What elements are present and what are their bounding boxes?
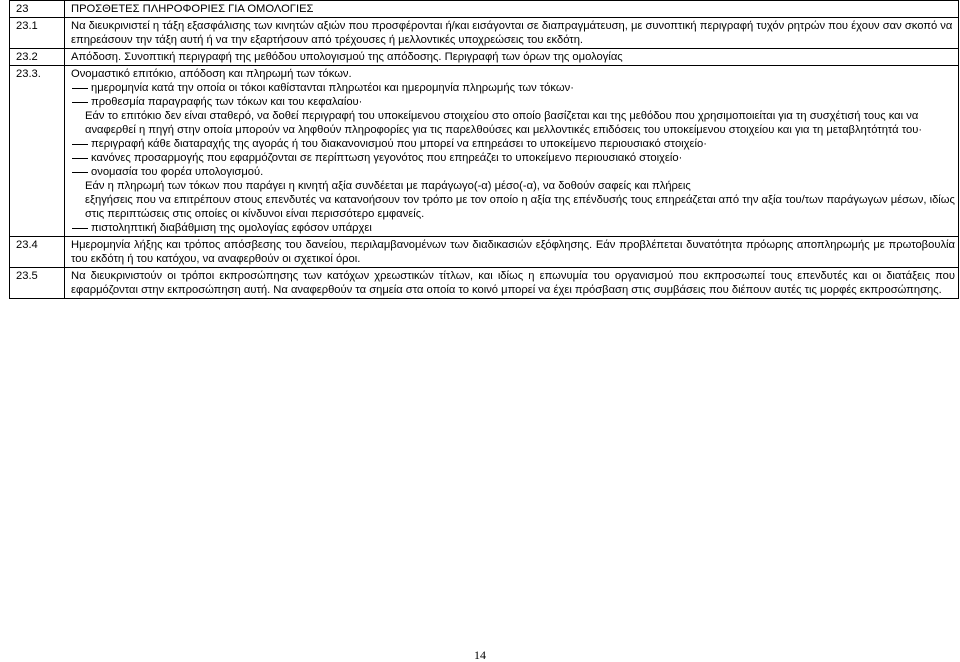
section-number: 23 [10,1,65,18]
document-table [9,0,959,299]
section-number: 23.1 [10,18,65,49]
section-body-23-3 [65,66,959,237]
table-row [10,66,959,237]
section-text: Ονομαστικό επιτόκιο, απόδοση και πληρωμή των τόκων. [71,68,352,80]
section-number: 23.4 [10,237,65,268]
page-number: 14 [474,648,486,662]
list-item: ονομασία του φορέα υπολογισμού. [71,165,955,179]
section-number: 23.3. [10,66,65,237]
table-row [10,268,959,299]
section-text: Να διευκρινιστούν οι τρόποι εκπροσώπησης των κατόχων χρεωστικών τίτλων, και ιδίως η επωνυμία του οργανισμού που εκπροσωπεί τους επενδυτές και οι διατάξεις που εφαρμόζονται στην εκπροσώπηση αυτή. Να αναφερθούν τα σημεία στα οποία το κοινό μπορεί να έχει πρόσβαση στις συμβάσεις που διέπουν αυτές τις μορφές εκπροσώπησης. [65,268,959,299]
table-row [10,49,959,66]
section-number: 23.2 [10,49,65,66]
section-text: Να διευκρινιστεί η τάξη εξασφάλισης των κινητών αξιών που προσφέρονται ή/και εισάγονται σε διαπραγμάτευση, με συνοπτική περιγραφή τυχόν ρητρών που έχουν σαν σκοπό να επηρεάσουν την τάξη αυτή ή να την εξαρτήσουν από τρέχουσες ή μελλοντικές υποχρεώσεις του εκδότη. [65,18,959,49]
list-item: περιγραφή κάθε διαταραχής της αγοράς ή του διακανονισμού που μπορεί να επηρεάσει το υποκείμενο περιουσιακό στοιχείο· [71,137,955,151]
list-item: κανόνες προσαρμογής που εφαρμόζονται σε περίπτωση γεγονότος που επηρεάζει το υποκείμενο περιουσιακό στοιχείο· [71,151,955,165]
section-title: ΠΡΟΣΘΕΤΕΣ ΠΛΗΡΟΦΟΡΙΕΣ ΓΙΑ ΟΜΟΛΟΓΙΕΣ [65,1,959,18]
list-item: πιστοληπτική διαβάθμιση της ομολογίας εφόσον υπάρχει [71,221,955,235]
list-item: προθεσμία παραγραφής των τόκων και του κεφαλαίου· [71,95,955,109]
list-item: Εάν η πληρωμή των τόκων που παράγει η κινητή αξία συνδέεται με παράγωγο(-α) μέσο(-α), να δοθούν σαφείς και πλήρεις [85,180,691,192]
section-text: Απόδοση. Συνοπτική περιγραφή της μεθόδου υπολογισμού της απόδοσης. Περιγραφή των όρων της ομολογίας [65,49,959,66]
table-row [10,237,959,268]
list-item: Εάν το επιτόκιο δεν είναι σταθερό, να δοθεί περιγραφή του υποκείμενου στοιχείου στο οποίο βασίζεται και της μεθόδου που χρησιμοποιείται για τη συσχέτισή τους και να αναφερθεί η πηγή στην οποία μπορούν να ληφθούν πληροφορίες για τις παρελθούσες και μελλοντικές επιδόσεις του υποκείμενου στοιχείου και για τη μεταβλητότητά του· [85,110,923,136]
list-item: εξηγήσεις που να επιτρέπουν στους επενδυτές να κατανοήσουν τον τρόπο με τον οποίο η αξία της επένδυσής τους επηρεάζεται από την αξία του/των παράγωγων μέσων, ιδίως στις περιπτώσεις στις οποίες οι κίνδυνοι είναι περισσότερο εμφανείς. [85,194,955,220]
section-number: 23.5 [10,268,65,299]
table-row [10,1,959,18]
table-row [10,18,959,49]
section-text: Ημερομηνία λήξης και τρόπος απόσβεσης του δανείου, περιλαμβανομένων των διαδικασιών εξόφλησης. Εάν προβλέπεται δυνατότητα πρόωρης αποπληρωμής με πρωτοβουλία του εκδότη ή του κατόχου, να αναφερθούν οι σχετικοί όροι. [65,237,959,268]
list-item: ημερομηνία κατά την οποία οι τόκοι καθίστανται πληρωτέοι και ημερομηνία πληρωμής των τόκων· [71,81,955,95]
